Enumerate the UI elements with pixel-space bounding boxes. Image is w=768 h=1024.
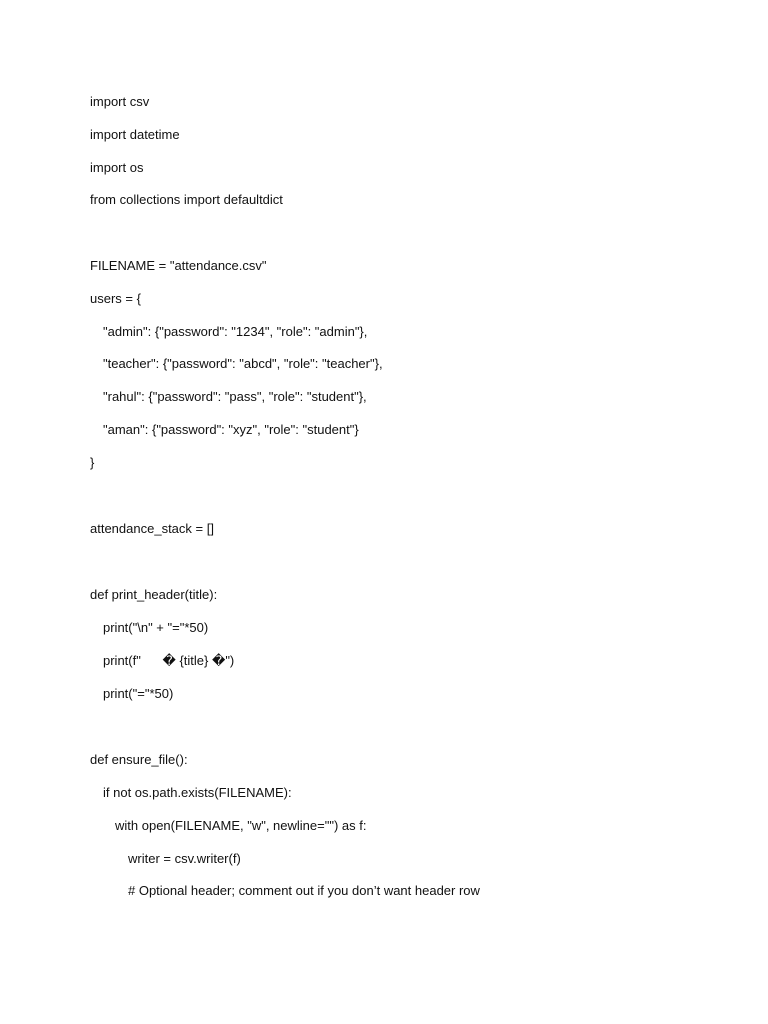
code-line: import datetime bbox=[90, 127, 180, 142]
code-line: } bbox=[90, 455, 95, 470]
code-line: # Optional header; comment out if you don’t want header row bbox=[128, 883, 480, 898]
code-line: "admin": {"password": "1234", "role": "admin"}, bbox=[103, 324, 368, 339]
code-line: import csv bbox=[90, 94, 150, 109]
code-line: "rahul": {"password": "pass", "role": "student"}, bbox=[103, 389, 367, 404]
code-line: import os bbox=[90, 160, 144, 175]
code-line: attendance_stack = [] bbox=[90, 521, 214, 536]
code-line: print(f" � {title} �") bbox=[103, 653, 235, 668]
code-line: with open(FILENAME, "w", newline="") as f: bbox=[115, 818, 367, 833]
code-line: print("\n" + "="*50) bbox=[103, 620, 209, 635]
code-line: print("="*50) bbox=[103, 686, 174, 701]
code-line: users = { bbox=[90, 291, 141, 306]
code-line: def print_header(title): bbox=[90, 587, 218, 602]
code-line: "aman": {"password": "xyz", "role": "student"} bbox=[103, 422, 359, 437]
code-line: def ensure_file(): bbox=[90, 752, 188, 767]
code-line: if not os.path.exists(FILENAME): bbox=[103, 785, 292, 800]
code-line: "teacher": {"password": "abcd", "role": "teacher"}, bbox=[103, 356, 383, 371]
code-line: FILENAME = "attendance.csv" bbox=[90, 258, 267, 273]
code-line: writer = csv.writer(f) bbox=[128, 851, 241, 866]
code-line: from collections import defaultdict bbox=[90, 192, 283, 207]
